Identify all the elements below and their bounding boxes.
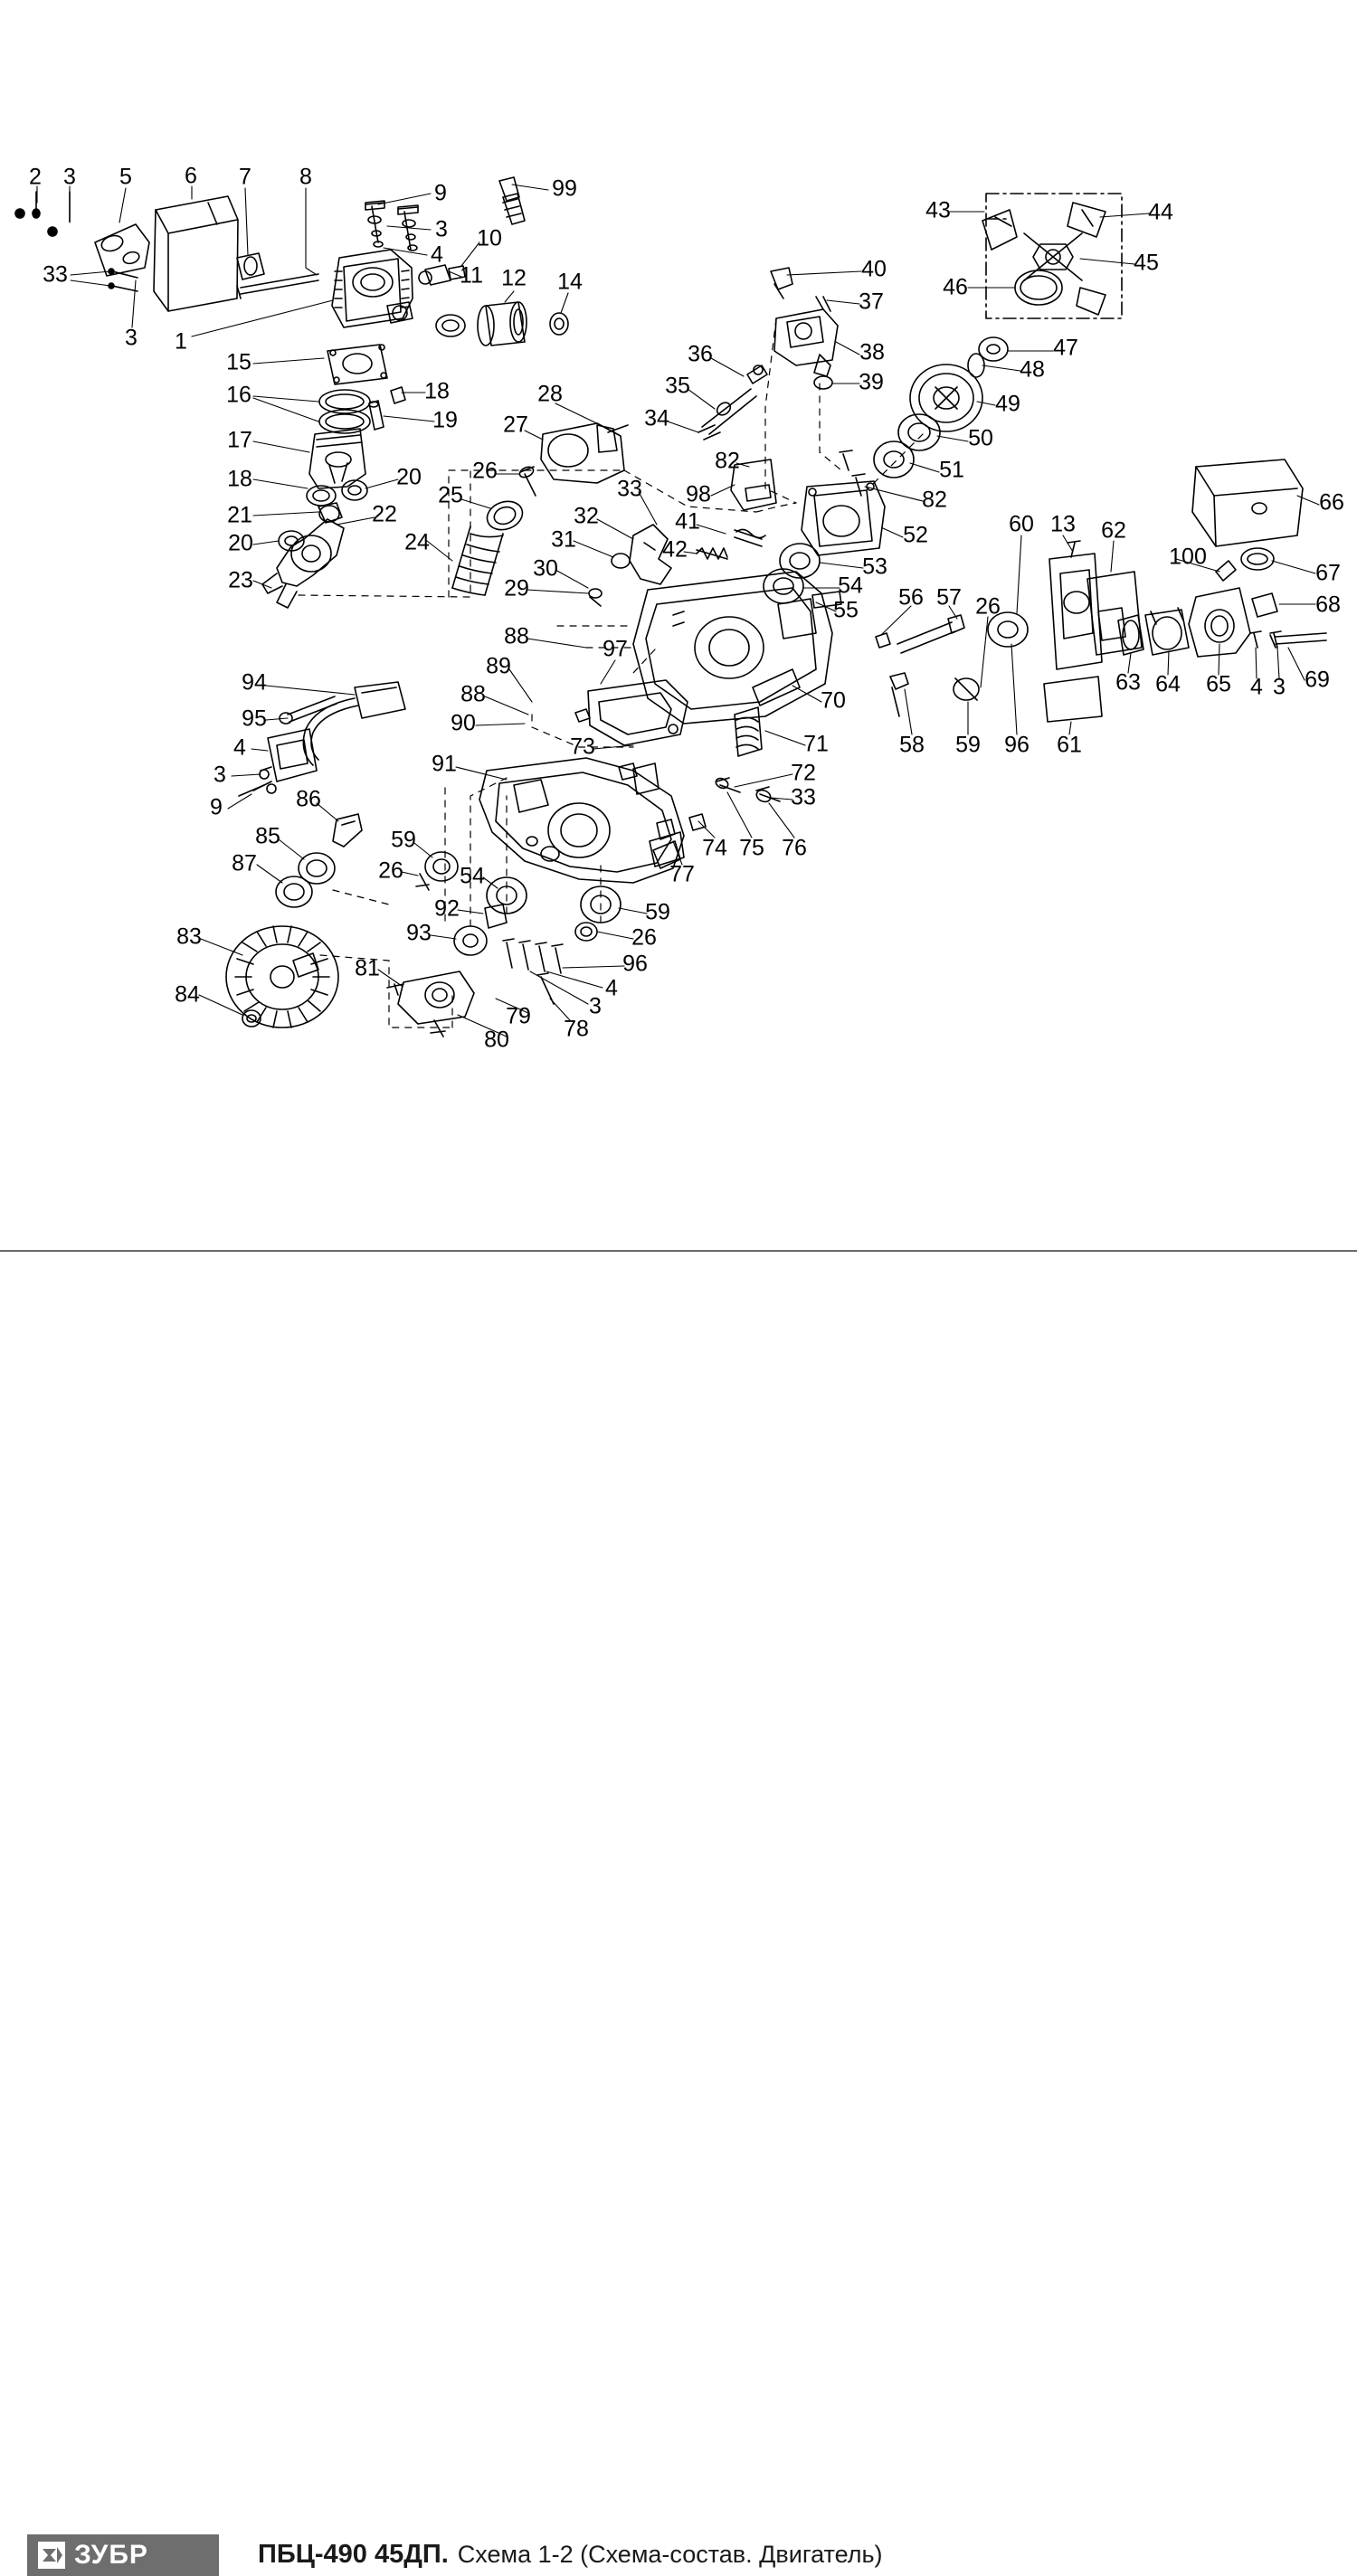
callout-number: 85	[255, 823, 280, 849]
callout-number: 94	[242, 669, 267, 696]
callout-number: 86	[296, 786, 321, 812]
callout-number: 17	[227, 427, 252, 453]
callout-number: 80	[484, 1027, 509, 1053]
callout-number: 26	[378, 857, 403, 884]
callout-number: 98	[686, 481, 711, 507]
callout-number: 96	[622, 951, 648, 977]
callout-number: 51	[939, 457, 964, 483]
callout-number: 61	[1057, 732, 1082, 758]
callout-number: 26	[472, 458, 498, 484]
callout-number: 32	[574, 503, 599, 529]
callout-number: 3	[1273, 674, 1286, 700]
callout-number: 77	[669, 861, 695, 887]
callout-number: 78	[564, 1016, 589, 1042]
callout-number: 90	[451, 710, 476, 736]
callout-number: 28	[537, 381, 563, 407]
callout-number: 30	[533, 555, 558, 582]
callout-number: 41	[675, 508, 700, 535]
callout-number: 23	[228, 567, 253, 593]
callout-number: 56	[898, 584, 924, 611]
callout-number: 59	[955, 732, 981, 758]
callout-number: 14	[557, 269, 583, 295]
callout-number: 4	[1250, 674, 1263, 700]
callout-number: 1	[175, 328, 187, 355]
callout-number: 6	[185, 163, 197, 189]
callout-number: 81	[355, 955, 380, 981]
callout-number: 44	[1148, 199, 1173, 225]
callout-number: 50	[968, 425, 993, 451]
callout-number: 73	[570, 734, 595, 760]
callout-number: 38	[859, 339, 885, 365]
zubr-arrow-icon	[38, 2542, 65, 2569]
callout-number: 10	[477, 225, 502, 251]
callout-number: 54	[460, 863, 485, 889]
callout-number: 52	[903, 522, 928, 548]
callout-number: 34	[644, 405, 669, 431]
callout-number: 3	[589, 993, 602, 1019]
callout-number: 88	[460, 681, 486, 707]
diagram-caption	[258, 2533, 883, 2575]
callout-number: 4	[233, 734, 246, 761]
callout-number: 13	[1050, 511, 1076, 537]
callout-number: 22	[372, 501, 397, 527]
callout-number: 42	[662, 536, 688, 563]
model-name: ПБЦ-490 45ДП.	[258, 2539, 449, 2569]
callout-number: 21	[227, 502, 252, 528]
scheme-name: Схема 1-2 (Схема-состав. Двигатель)	[457, 2540, 883, 2568]
callout-number: 43	[925, 197, 951, 223]
callout-number: 58	[899, 732, 925, 758]
callout-number: 31	[551, 526, 576, 553]
callout-number: 59	[391, 827, 416, 853]
callout-number: 84	[175, 981, 200, 1008]
callout-number: 3	[63, 164, 76, 190]
callout-number: 2	[29, 164, 42, 190]
callout-number: 92	[434, 895, 460, 922]
callout-number: 68	[1315, 592, 1341, 618]
callout-number: 71	[803, 731, 829, 757]
callout-number: 79	[506, 1003, 531, 1029]
callout-number: 57	[936, 584, 962, 611]
callout-number: 3	[125, 325, 138, 351]
brand-logo	[27, 2534, 219, 2576]
callout-number: 75	[739, 835, 764, 861]
callout-number: 76	[782, 835, 807, 861]
callout-number: 4	[431, 242, 443, 268]
callout-number: 37	[859, 289, 884, 315]
callout-number: 96	[1004, 732, 1030, 758]
callout-number: 20	[228, 530, 253, 556]
callout-number: 20	[396, 464, 422, 490]
callout-number: 99	[552, 175, 577, 202]
callout-number: 27	[503, 412, 528, 438]
callout-number: 70	[821, 687, 846, 714]
callout-number: 33	[617, 476, 642, 502]
callout-number: 82	[922, 487, 947, 513]
callout-number: 24	[404, 529, 430, 555]
callout-number: 60	[1009, 511, 1034, 537]
callout-number: 82	[715, 448, 740, 474]
callout-number: 46	[943, 274, 968, 300]
footer-bar	[0, 1250, 1357, 2570]
callout-number: 29	[504, 575, 529, 601]
callout-number: 65	[1206, 671, 1231, 697]
callout-number: 4	[605, 975, 618, 1001]
callout-number: 26	[631, 924, 657, 951]
callout-number: 18	[424, 378, 450, 404]
callout-number: 18	[227, 466, 252, 492]
callout-number: 40	[861, 256, 887, 282]
callout-number: 45	[1134, 250, 1159, 276]
callout-number: 63	[1115, 669, 1141, 696]
callout-number: 59	[645, 899, 670, 925]
callout-number: 36	[688, 341, 713, 367]
callout-number: 9	[210, 794, 223, 820]
callout-number: 47	[1053, 335, 1078, 361]
callout-number: 9	[434, 180, 447, 206]
callout-number: 3	[435, 216, 448, 242]
callout-number: 67	[1315, 560, 1341, 586]
callout-number: 26	[975, 593, 1001, 620]
callout-number: 33	[43, 261, 68, 288]
callout-number: 5	[119, 164, 132, 190]
callout-number: 74	[702, 835, 727, 861]
callout-number: 33	[791, 784, 816, 810]
callout-number: 88	[504, 623, 529, 649]
callout-number: 95	[242, 706, 267, 732]
callout-number: 35	[665, 373, 690, 399]
callout-number: 39	[859, 369, 884, 395]
callout-number: 19	[432, 407, 458, 433]
callout-number: 66	[1319, 489, 1344, 516]
brand-name: ЗУБР	[74, 2540, 148, 2570]
callout-number: 12	[501, 265, 527, 291]
callout-number: 69	[1305, 667, 1330, 693]
callout-number: 11	[460, 262, 483, 289]
callout-number: 64	[1155, 671, 1181, 697]
callout-number: 8	[299, 164, 312, 190]
callout-number: 15	[226, 349, 251, 375]
callout-number: 48	[1020, 356, 1045, 383]
callout-number: 72	[791, 760, 816, 786]
callout-number: 91	[432, 751, 457, 777]
callout-number: 97	[603, 636, 628, 662]
callout-number: 89	[486, 653, 511, 679]
callout-number: 53	[862, 554, 887, 580]
callout-number: 100	[1169, 544, 1207, 570]
callout-number: 25	[438, 482, 463, 508]
callout-number: 16	[226, 382, 251, 408]
callout-number: 49	[995, 391, 1020, 417]
callout-number: 7	[239, 164, 251, 190]
callout-number: 55	[833, 597, 859, 623]
callout-number: 93	[406, 920, 432, 946]
callout-number: 62	[1101, 517, 1126, 544]
callout-number: 83	[176, 923, 202, 950]
callout-number: 87	[232, 850, 257, 876]
callout-number: 3	[214, 762, 226, 788]
callout-number: 54	[838, 573, 863, 599]
